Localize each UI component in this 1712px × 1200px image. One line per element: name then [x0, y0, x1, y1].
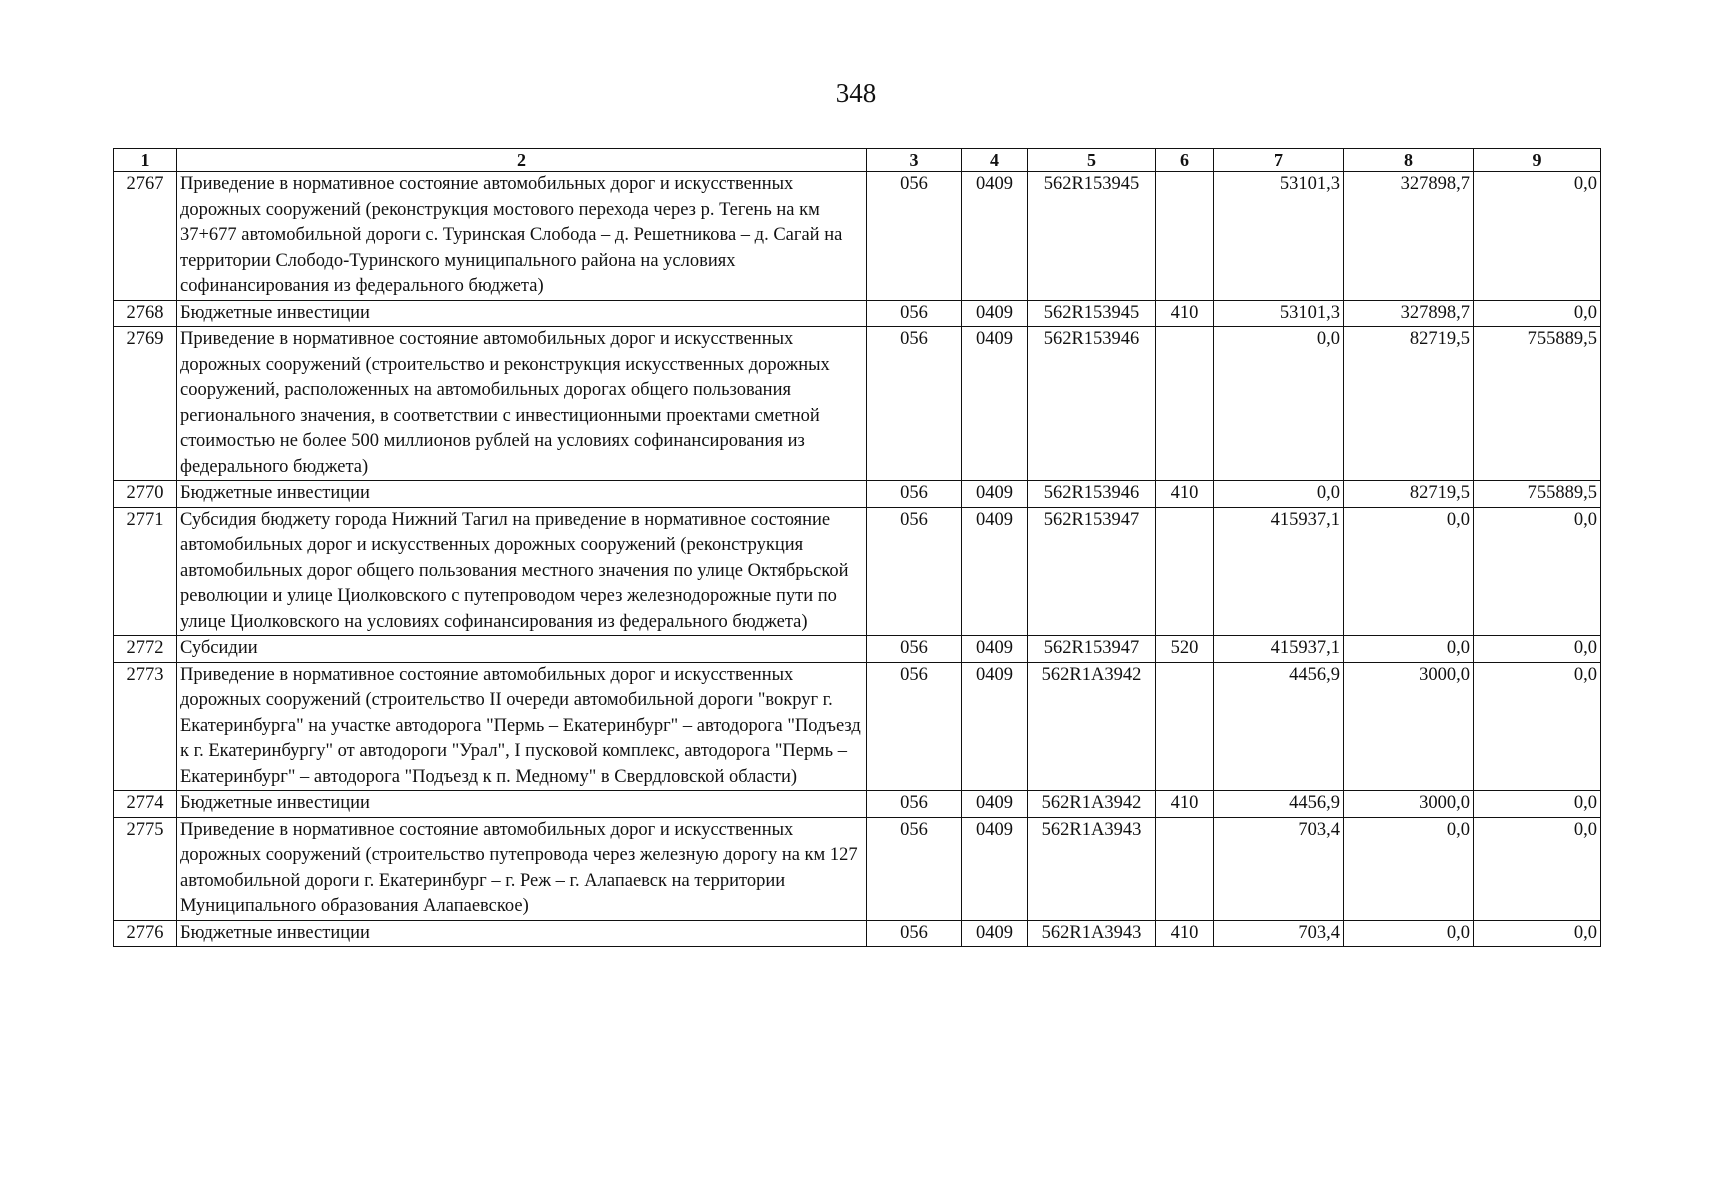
- amount-col7-cell: 415937,1: [1214, 636, 1344, 663]
- code-ministry-cell: 056: [867, 300, 962, 327]
- row-number-cell: 2767: [114, 172, 177, 301]
- description-cell: Приведение в нормативное состояние автомобильных дорог и искусственных дорожных сооружений (строительство II очереди автомобильной дороги "вокруг г. Екатеринбурга" на участке автодорога "Пермь – Екатеринбург" – автодорога "Подъезд к г. Екатеринбургу" от автодороги "Урал", I пусковой комплекс, автодорога "Пермь – Екатеринбург" – автодорога "Подъезд к п. Медному" в Свердловской области): [177, 662, 867, 791]
- amount-col7-cell: 4456,9: [1214, 791, 1344, 818]
- table-row: [114, 327, 1601, 481]
- code-expense-type-cell: [1156, 327, 1214, 481]
- code-ministry-cell: 056: [867, 172, 962, 301]
- code-ministry-cell: 056: [867, 636, 962, 663]
- amount-col7-cell: 0,0: [1214, 481, 1344, 508]
- amount-col8-cell: 3000,0: [1344, 662, 1474, 791]
- header-cell: 8: [1344, 149, 1474, 172]
- description-cell: Бюджетные инвестиции: [177, 481, 867, 508]
- code-section-cell: 0409: [962, 507, 1028, 636]
- amount-col8-cell: 327898,7: [1344, 172, 1474, 301]
- header-cell: 1: [114, 149, 177, 172]
- code-expense-type-cell: 410: [1156, 791, 1214, 818]
- code-section-cell: 0409: [962, 481, 1028, 508]
- row-number-cell: 2773: [114, 662, 177, 791]
- code-ministry-cell: 056: [867, 481, 962, 508]
- code-target-cell: 562R153945: [1028, 172, 1156, 301]
- amount-col9-cell: 0,0: [1474, 662, 1601, 791]
- table-row: [114, 662, 1601, 791]
- table-row: [114, 172, 1601, 301]
- code-target-cell: 562R153945: [1028, 300, 1156, 327]
- page-number: 348: [835, 78, 877, 108]
- amount-col9-cell: 0,0: [1474, 636, 1601, 663]
- row-number-cell: 2771: [114, 507, 177, 636]
- code-ministry-cell: 056: [867, 507, 962, 636]
- code-expense-type-cell: 410: [1156, 300, 1214, 327]
- row-number-cell: 2772: [114, 636, 177, 663]
- code-ministry-cell: 056: [867, 791, 962, 818]
- header-cell: 3: [867, 149, 962, 172]
- code-target-cell: 562R153947: [1028, 507, 1156, 636]
- description-cell: Бюджетные инвестиции: [177, 300, 867, 327]
- amount-col9-cell: 0,0: [1474, 920, 1601, 947]
- code-section-cell: 0409: [962, 172, 1028, 301]
- code-section-cell: 0409: [962, 636, 1028, 663]
- header-cell: 5: [1028, 149, 1156, 172]
- code-section-cell: 0409: [962, 791, 1028, 818]
- code-expense-type-cell: 520: [1156, 636, 1214, 663]
- amount-col8-cell: 327898,7: [1344, 300, 1474, 327]
- amount-col8-cell: 82719,5: [1344, 481, 1474, 508]
- table-row: [114, 636, 1601, 663]
- code-ministry-cell: 056: [867, 920, 962, 947]
- table-row: [114, 300, 1601, 327]
- amount-col8-cell: 82719,5: [1344, 327, 1474, 481]
- header-cell: 6: [1156, 149, 1214, 172]
- amount-col7-cell: 53101,3: [1214, 172, 1344, 301]
- code-target-cell: 562R153946: [1028, 481, 1156, 508]
- amount-col9-cell: 0,0: [1474, 507, 1601, 636]
- description-cell: Приведение в нормативное состояние автомобильных дорог и искусственных дорожных сооружений (реконструкция мостового перехода через р. Тегень на км 37+677 автомобильной дороги с. Туринская Слобода – д. Решетникова – д. Сагай на территории Слободо-Туринского муниципального района на условиях софинансирования из федерального бюджета): [177, 172, 867, 301]
- amount-col9-cell: 0,0: [1474, 300, 1601, 327]
- amount-col7-cell: 703,4: [1214, 817, 1344, 920]
- row-number-cell: 2775: [114, 817, 177, 920]
- code-section-cell: 0409: [962, 327, 1028, 481]
- table-row: [114, 920, 1601, 947]
- code-section-cell: 0409: [962, 662, 1028, 791]
- amount-col9-cell: 755889,5: [1474, 327, 1601, 481]
- amount-col9-cell: 0,0: [1474, 172, 1601, 301]
- table-row: [114, 507, 1601, 636]
- code-target-cell: 562R153946: [1028, 327, 1156, 481]
- code-target-cell: 562R153947: [1028, 636, 1156, 663]
- description-cell: Бюджетные инвестиции: [177, 791, 867, 818]
- amount-col7-cell: 4456,9: [1214, 662, 1344, 791]
- code-ministry-cell: 056: [867, 327, 962, 481]
- amount-col8-cell: 0,0: [1344, 817, 1474, 920]
- row-number-cell: 2774: [114, 791, 177, 818]
- amount-col9-cell: 755889,5: [1474, 481, 1601, 508]
- code-ministry-cell: 056: [867, 662, 962, 791]
- code-expense-type-cell: 410: [1156, 481, 1214, 508]
- code-expense-type-cell: 410: [1156, 920, 1214, 947]
- header-cell: 4: [962, 149, 1028, 172]
- table-row: [114, 481, 1601, 508]
- code-expense-type-cell: [1156, 817, 1214, 920]
- header-cell: 2: [177, 149, 867, 172]
- amount-col8-cell: 3000,0: [1344, 791, 1474, 818]
- description-cell: Приведение в нормативное состояние автомобильных дорог и искусственных дорожных сооружений (строительство путепровода через железную дорогу на км 127 автомобильной дороги г. Екатеринбург – г. Реж – г. Алапаевск на территории Муниципального образования Алапаевское): [177, 817, 867, 920]
- description-cell: Субсидия бюджету города Нижний Тагил на приведение в нормативное состояние автомобильных дорог и искусственных дорожных сооружений (реконструкция автомобильных дорог общего пользования местного значения по улице Октябрьской революции и улице Циолковского с путепроводом через железнодорожные пути по улице Циолковского на условиях софинансирования из федерального бюджета): [177, 507, 867, 636]
- header-row: [114, 149, 1601, 172]
- table-row: [114, 817, 1601, 920]
- row-number-cell: 2776: [114, 920, 177, 947]
- amount-col8-cell: 0,0: [1344, 507, 1474, 636]
- amount-col9-cell: 0,0: [1474, 791, 1601, 818]
- amount-col8-cell: 0,0: [1344, 636, 1474, 663]
- code-section-cell: 0409: [962, 300, 1028, 327]
- row-number-cell: 2768: [114, 300, 177, 327]
- code-section-cell: 0409: [962, 817, 1028, 920]
- description-cell: Приведение в нормативное состояние автомобильных дорог и искусственных дорожных сооружений (строительство и реконструкция искусственных дорожных сооружений, расположенных на автомобильных дорогах общего пользования регионального значения, в соответствии с инвестиционными проектами сметной стоимостью не более 500 миллионов рублей на условиях софинансирования из федерального бюджета): [177, 327, 867, 481]
- amount-col9-cell: 0,0: [1474, 817, 1601, 920]
- table-body: [114, 172, 1601, 947]
- description-cell: Бюджетные инвестиции: [177, 920, 867, 947]
- amount-col7-cell: 53101,3: [1214, 300, 1344, 327]
- code-section-cell: 0409: [962, 920, 1028, 947]
- code-target-cell: 562R1A3943: [1028, 920, 1156, 947]
- code-ministry-cell: 056: [867, 817, 962, 920]
- code-target-cell: 562R1A3942: [1028, 791, 1156, 818]
- code-expense-type-cell: [1156, 172, 1214, 301]
- code-expense-type-cell: [1156, 507, 1214, 636]
- header-cell: 9: [1474, 149, 1601, 172]
- row-number-cell: 2769: [114, 327, 177, 481]
- amount-col7-cell: 703,4: [1214, 920, 1344, 947]
- amount-col8-cell: 0,0: [1344, 920, 1474, 947]
- header-cell: 7: [1214, 149, 1344, 172]
- code-target-cell: 562R1A3943: [1028, 817, 1156, 920]
- description-cell: Субсидии: [177, 636, 867, 663]
- amount-col7-cell: 415937,1: [1214, 507, 1344, 636]
- code-target-cell: 562R1A3942: [1028, 662, 1156, 791]
- budget-table: [113, 148, 1601, 947]
- row-number-cell: 2770: [114, 481, 177, 508]
- table-row: [114, 791, 1601, 818]
- code-expense-type-cell: [1156, 662, 1214, 791]
- amount-col7-cell: 0,0: [1214, 327, 1344, 481]
